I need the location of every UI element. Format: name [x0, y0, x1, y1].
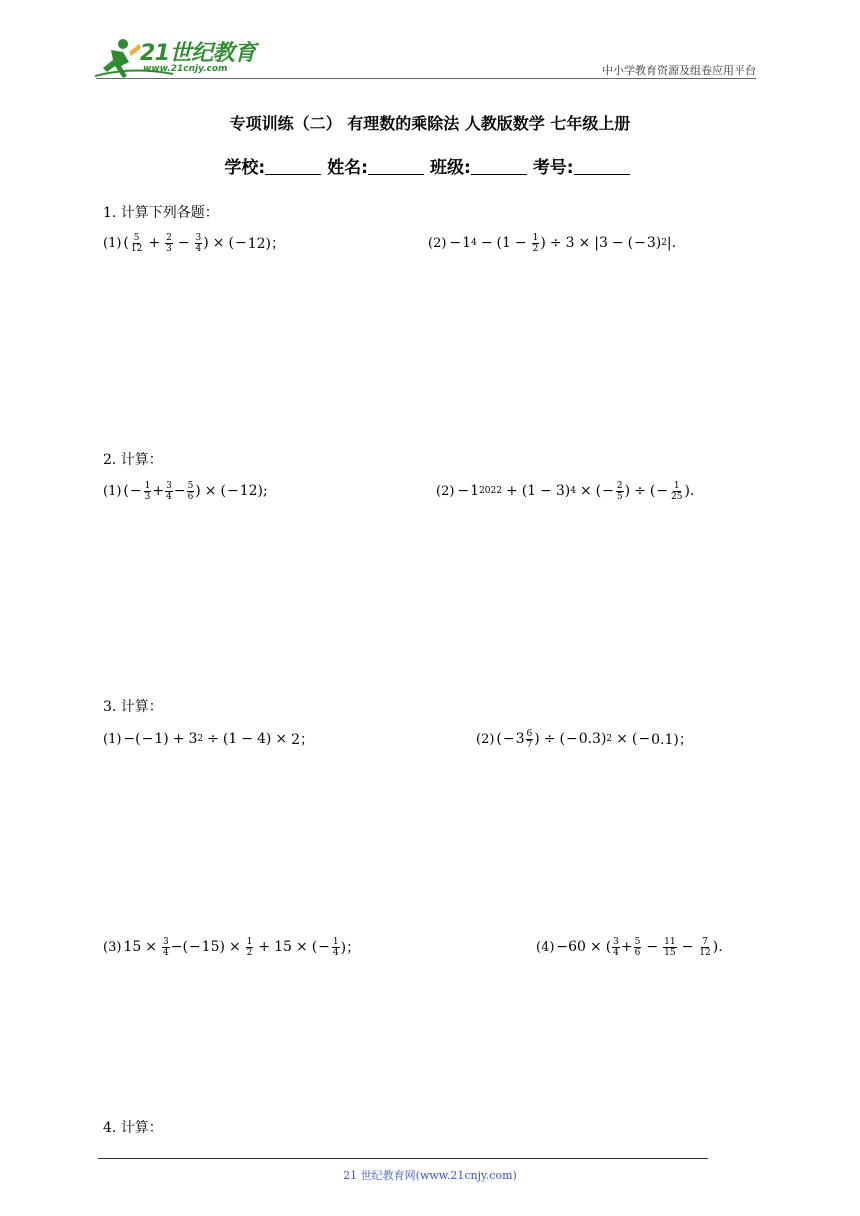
header-divider	[96, 78, 756, 79]
question-2-heading: 2. 计算：	[103, 452, 163, 468]
fraction: $\frac{3}{4}$	[613, 936, 619, 958]
fraction: $\frac{1}{2}$	[532, 232, 539, 254]
field-exam-number-blank[interactable]	[574, 160, 630, 175]
part-label: (2)	[476, 731, 495, 747]
field-school-label: 学校:	[224, 158, 266, 178]
question-2-part-1: (1) ( − $\frac{1}{3}$ + $\frac{3}{4}$ − $\frac{5}{6}$ ) × ( − 12);	[103, 480, 268, 502]
part-label: (2)	[428, 235, 447, 251]
fraction: $\frac{1}{2}$	[246, 936, 253, 958]
fraction: $\frac{11}{15}$	[664, 936, 676, 958]
fraction: $\frac{2}{5}$	[616, 480, 623, 502]
fraction: $\frac{2}{3}$	[166, 232, 172, 254]
question-1-part-2: (2) − 1 4 − (1 − $\frac{1}{2}$ ) ÷ 3 × |3 − ( − 3) 2 |.	[428, 232, 677, 254]
footer-divider	[98, 1158, 708, 1159]
header-platform-text: 中小学教育资源及组卷应用平台	[602, 64, 756, 77]
part-label: (2)	[436, 483, 455, 499]
footer-text[interactable]: 21 世纪教育网(www.21cnjy.com)	[343, 1169, 517, 1182]
question-3-part-3: (3) 15 × $\frac{3}{4}$ −( − 15) × $\frac{1}{2}$ + 15 × ( − $\frac{1}{4}$ )；	[103, 936, 361, 958]
question-3-heading: 3. 计算：	[103, 699, 163, 715]
field-school	[224, 153, 327, 178]
question-3-part-2: (2) ( − 3 $\frac{6}{7}$ ) ÷ ( − 0.3) 2 × ( − 0.1)；	[476, 728, 693, 750]
question-2-part-2: (2) − 1 2022 + (1 − 3) 4 × ( − $\frac{2}{5}$ ) ÷ ( − $\frac{1}{25}$ ).	[436, 480, 695, 502]
part-label: (1)	[103, 235, 122, 251]
fraction: $\frac{5}{12}$	[130, 232, 143, 254]
question-4-heading: 4. 计算：	[103, 1120, 163, 1136]
field-exam-number-label: 考号:	[532, 158, 574, 178]
page-title: 专项训练（二） 有理数的乘除法 人教版数学 七年级上册	[229, 114, 631, 133]
logo-text: 21世纪教育	[140, 41, 256, 66]
field-name-blank[interactable]	[368, 160, 424, 175]
fraction: $\frac{1}{25}$	[671, 480, 683, 502]
field-school-blank[interactable]	[265, 160, 321, 175]
logo-url: www.21cnjy.com	[143, 64, 228, 74]
fraction: $\frac{6}{7}$	[526, 728, 533, 750]
fraction: $\frac{3}{4}$	[195, 232, 202, 254]
fraction: $\frac{7}{12}$	[699, 936, 711, 958]
field-class	[430, 153, 533, 178]
question-3-part-4: (4) −60 × ( $\frac{3}{4}$ + $\frac{5}{6}$ − $\frac{11}{15}$ − $\frac{7}{12}$ ).	[536, 936, 723, 958]
fraction: $\frac{3}{4}$	[162, 936, 169, 958]
fraction: $\frac{3}{4}$	[166, 480, 172, 502]
part-label: (1)	[103, 731, 122, 747]
student-info-fields	[0, 153, 860, 178]
question-1-heading: 1. 计算下列各题：	[103, 205, 219, 221]
part-label: (3)	[103, 939, 122, 955]
field-class-label: 班级:	[430, 158, 471, 178]
field-name-label: 姓名:	[327, 158, 368, 178]
field-exam-number	[533, 153, 636, 178]
question-1-part-1: (1) ( $\frac{5}{12}$ + $\frac{2}{3}$ − $\frac{3}{4}$ ) × ( − 12)；	[103, 232, 285, 254]
part-label: (1)	[103, 483, 122, 499]
fraction: $\frac{1}{4}$	[332, 936, 339, 958]
fraction: $\frac{5}{6}$	[634, 936, 641, 958]
question-3-part-1: (1) −( − 1) + 3 2 ÷ (1 − 4) × 2；	[103, 731, 314, 748]
fraction: $\frac{1}{3}$	[144, 480, 151, 502]
field-name	[327, 153, 430, 178]
fraction: $\frac{5}{6}$	[187, 480, 194, 502]
part-label: (4)	[536, 939, 555, 955]
field-class-blank[interactable]	[471, 160, 527, 175]
